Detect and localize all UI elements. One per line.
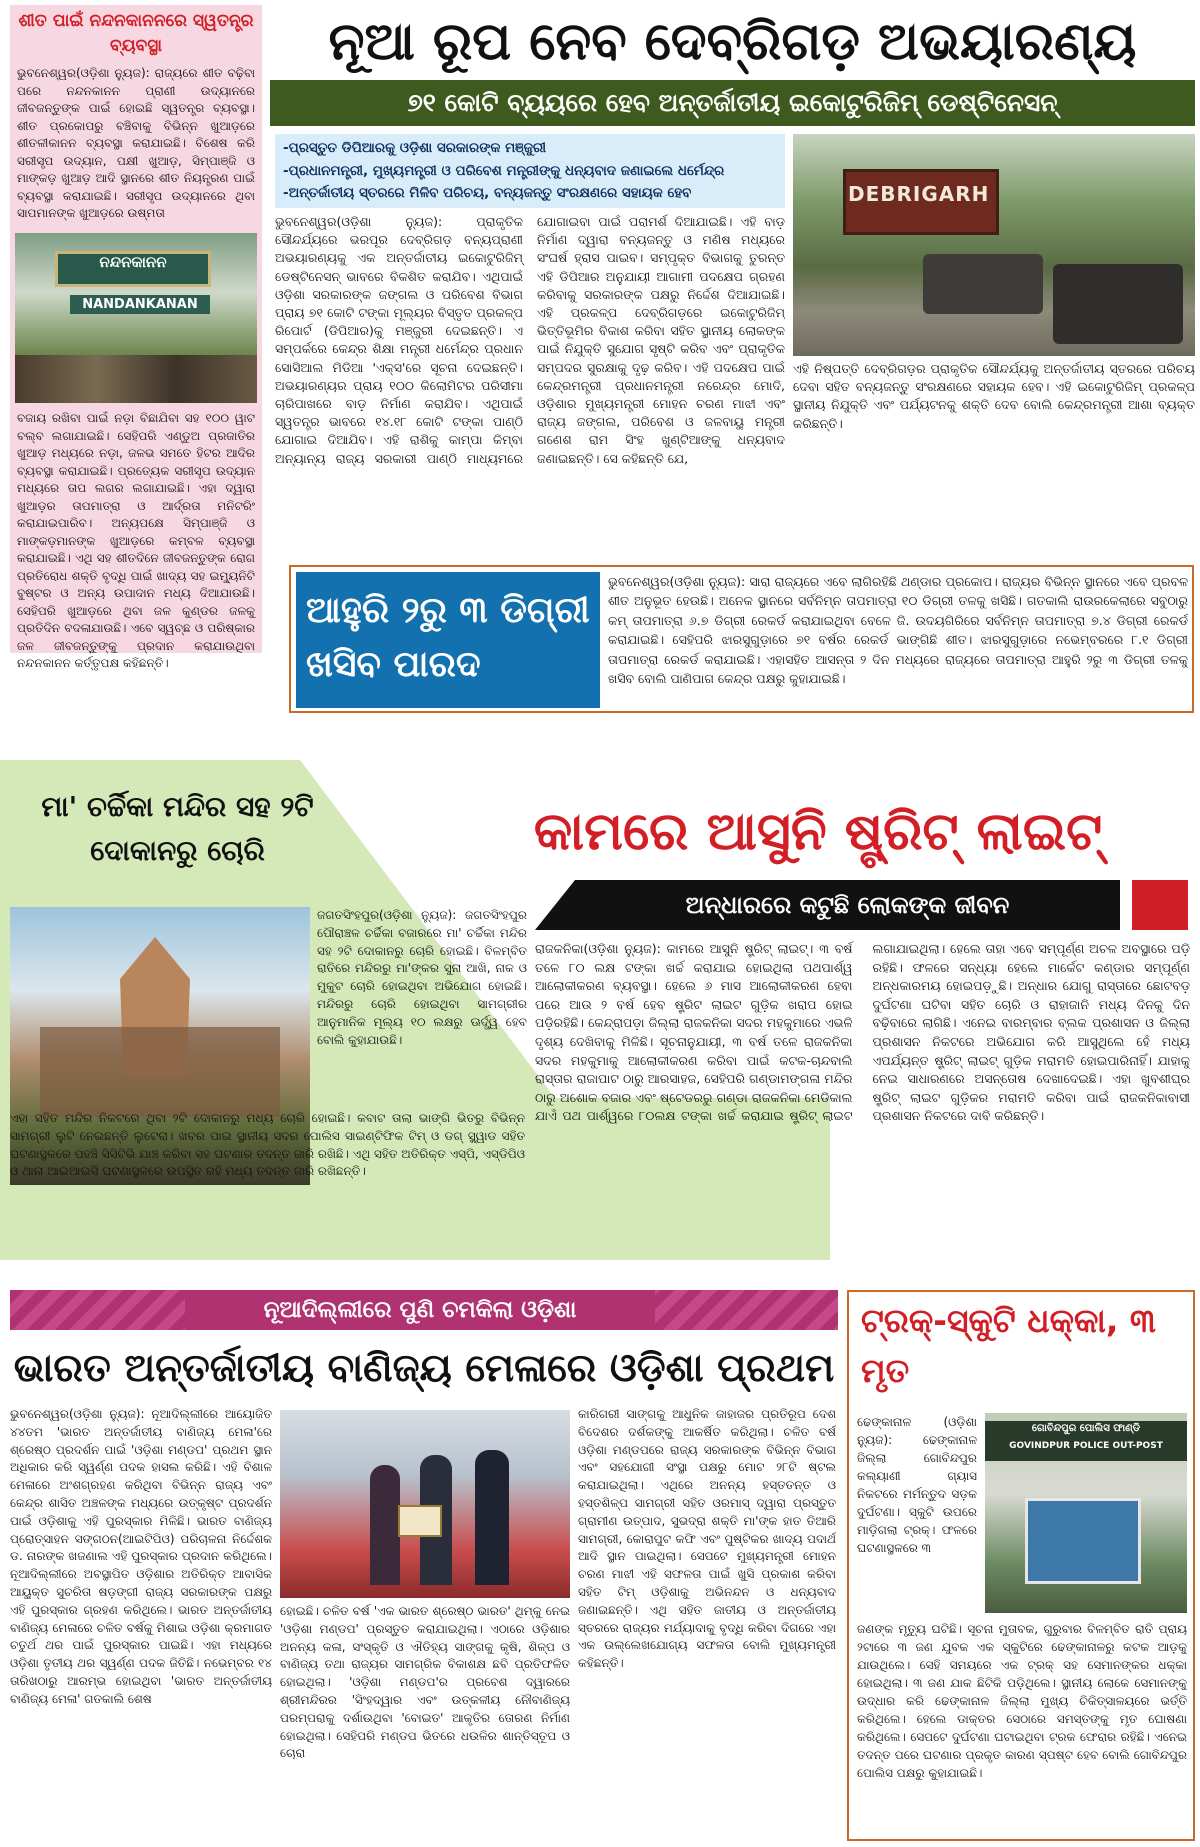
debrigarh-headline: ନୂଆ ରୂପ ନେବ ଦେବ୍ରିଗଡ଼ ଅଭୟାରଣ୍ୟ	[328, 12, 1137, 72]
sidebar-headline: ଶୀତ ପାଇଁ ନନ୍ଦନକାନନରେ ସ୍ୱତନ୍ତ୍ର ବ୍ୟବସ୍ଥା	[18, 11, 254, 56]
streetlight-sub-accent	[1132, 880, 1188, 930]
debrigarh-bullets	[275, 134, 785, 208]
tradefair-col1: ଭୁବନେଶ୍ୱର(ଓଡ଼ିଶା ନ୍ୟୁଜ): ନୂଆଦିଲ୍ଲୀରେ ଆୟୋଜିତ ୪୪ତମ 'ଭାରତ ଅନ୍ତର୍ଜାତୀୟ ବାଣିଜ୍ୟ ମେଳା'ରେ ଶ୍ରେଷ୍ଠ ପ୍ରଦର୍ଶନ ପାଇଁ 'ଓଡ଼ିଶା ମଣ୍ଡପ' ପ୍ରଥମ ସ୍ଥାନ ଅଧିକାର କରି ସ୍ୱର୍ଣ୍ଣ ପଦକ ହାସଲ କରିଛି। ଏହି ବିଶାଳ ମେଳାରେ ଅଂଶଗ୍ରହଣ କରିଥିବା ବିଭିନ୍ନ ରାଜ୍ୟ ଏବଂ କେନ୍ଦ୍ର ଶାସିତ ଅଞ୍ଚଳଙ୍କ ମଧ୍ୟରେ ଉତ୍କୃଷ୍ଟ ପ୍ରଦର୍ଶନ ପାଇଁ ଓଡ଼ିଶାକୁ ଏହି ପୁରସ୍କାର ମିଳିଛି। ଭାରତ ବାଣିଜ୍ୟ ପ୍ରୋତ୍ସାହନ ସଙ୍ଗଠନ(ଆଇଟିପିଓ) ପରିଚାଳନା ନିର୍ଦ୍ଦେଶକ ଡ. ନାରଙ୍କ ଖଜଣାଲ ଏହି ପୁରସ୍କାର ପ୍ରଦାନ କରିଥିଲେ। ନୂଆଦିଲ୍ଲୀରେ ଅବସ୍ଥାପିତ ଓଡ଼ିଶାର ଅତିରିକ୍ତ ଆବାସିକ ଆୟୁକ୍ତ ସୁଚରିତା ଷଡ଼ଙ୍ଗୀ ରାଜ୍ୟ ସରକାରଙ୍କ ପକ୍ଷରୁ ଏହି ପୁରସ୍କାର ଗ୍ରହଣ କରିଥିଲେ। ଭାରତ ଅନ୍ତର୍ଜାତୀୟ ବାଣିଜ୍ୟ ମେଳାରେ ଚଳିତ ବର୍ଷକୁ ମିଶାଇ ଓଡ଼ିଶା କ୍ରମାଗତ ଚତୁର୍ଥ ଥର ପାଇଁ ପୁରସ୍କାର ପାଇଛି। ଏହା ମଧ୍ୟରେ ଓଡ଼ିଶା ତୃତୀୟ ଥର ସ୍ୱର୍ଣ୍ଣ ପଦକ ଜିତିଛି। ନଭେମ୍ବର ୧୪ ତାରିଖଠାରୁ ଆରମ୍ଭ ହୋଇଥିବା 'ଭାରତ ଅନ୍ତର୍ଜାତୀୟ ବାଣିଜ୍ୟ ମେଳା' ଗତକାଲି ଶେଷ	[10, 1407, 272, 1706]
temple-body-bottom: ଏହା ସହିତ ମନ୍ଦିର ନିକଟରେ ଥିବା ୨ଟି ଦୋକାନରୁ ମଧ୍ୟ ଚୋରି ହୋଇଛି। କବାଟ ତାଲା ଭାଙ୍ଗି ଭିତରୁ ବିଭିନ୍ନ ସାମଗ୍ରୀ ଲୁଟି ନେଇଛନ୍ତି ଲୁଟେରା। ଖବର ପାଇ ସ୍ଥାନୀୟ ସଦର ପୋଲିସ ସାଇଣ୍ଟିଫିକ ଟିମ୍ ଓ ଡଗ୍ ସ୍କ୍ୱାଡ ସହିତ ଘଟଣାସ୍ଥଳରେ ପହଞ୍ଚି ସିସିଟିଭି ଯାଞ୍ଚ କରିବା ସହ ଘଟଣାର ତଦନ୍ତ ଜାରି ରଖିଛି। ଏଥି ସହିତ ଅତିରିକ୍ତ ଏସ୍‌ପି, ଏସ୍‌ଡିପିଓ ଓ ଥାନା ଆଇଆଇସି ଘଟଣାସ୍ଥଳରେ ଉପସ୍ଥିତ ରହି ମଧ୍ୟ ତଦନ୍ତ ଜାରି ରଖିଛନ୍ତି।	[10, 1111, 525, 1179]
bullet-1: -ପ୍ରସ୍ତୁତ ଡିପିଆରକୁ ଓଡ଼ିଶା ସରକାରଙ୍କ ମଞ୍ଜୁରୀ	[283, 140, 547, 156]
tradefair-photo	[280, 1410, 570, 1598]
debrigarh-side-text: ଏହି ନିଷ୍ପତ୍ତି ଦେବ୍ରିଗଡ଼ର ପ୍ରାକୃତିକ ସୌନ୍ଦର୍ଯ୍ୟକୁ ଅନ୍ତର୍ଜାତୀୟ ସ୍ତରରେ ପରିଚୟ ଦେବା ସହିତ ବନ୍ୟଜନ୍ତୁ ସଂରକ୍ଷଣରେ ସହାୟକ ହେବ। ଏହି ଇକୋଟୁରିଜିମ୍ ପ୍ରକଳ୍ପ ସ୍ଥାନୀୟ ନିଯୁକ୍ତି ଏବଂ ପର୍ଯ୍ୟଟନକୁ ଶକ୍ତି ଦେବ ବୋଲି କେନ୍ଦ୍ରମନ୍ତ୍ରୀ ଆଶା ବ୍ୟକ୍ତ କରିଛନ୍ତି।	[793, 361, 1195, 431]
debrigarh-photo	[793, 134, 1195, 356]
sidebar-para-2: ବଜାୟ ରଖିବା ପାଇଁ ନଡ଼ା ବିଛାଯିବା ସହ ୧୦୦ ୱାଟ ବଲ୍ବ ଲଗାଯାଇଛି। ସେହିପରି ଏଣ୍ଡୁଅ ପ୍ରଜାତିର ଖୁଆଡ଼ ମଧ୍ୟରେ ନଡ଼ା, ଜଳଭ ସମତେ ହିଟର ଆଦିର ବ୍ୟବସ୍ଥା କରାଯାଇଛି। ପ୍ରତ୍ୟେକ ସରୀସୃପ ଉଦ୍ୟାନ ମଧ୍ୟରେ ତାପ ଲଗର ଲଗାଯାଇଛି। ଏହା ଦ୍ୱାରା ଖୁଆଡ଼ର ତାପମାତ୍ରା ଓ ଆର୍ଦ୍ରତା ମନିଟରିଂ କରାଯାଇପାରିବ। ଅନ୍ୟପକ୍ଷେ ସିମ୍ପାଞ୍ଜି ଓ ମାଙ୍କଡ଼ମାନଙ୍କ ଖୁଆଡ଼ରେ କମ୍ବଳ ବ୍ୟବସ୍ଥା କରାଯାଇଛି। ଏଥି ସହ ଶୀତଦିନେ ଜୀବଜନ୍ତୁଙ୍କ ରୋଗ ପ୍ରତିରୋଧ ଶକ୍ତି ବୃଦ୍ଧି ପାଇଁ ଖାଦ୍ୟ ସହ ଇମ୍ୟୁନିଟି ବୁଷ୍ଟର ଓ ଅନ୍ୟ ଉପାଦାନ ମଧ୍ୟ ଦିଆଯାଉଛି। ସେହିପରି ଖୁଆଡ଼ରେ ଥିବା ଜଳ କୁଣ୍ଡର ଜଳକୁ ପ୍ରତିଦିନ ବଦଳାଯାଉଛି। ଏବେ ସ୍ୱଚ୍ଛ ଓ ପରିଷ୍କାର ଜଳ ଜୀବଜନ୍ତୁଙ୍କୁ ପ୍ରଦାନ କରାଯାଉଥିବା ନନ୍ଦନକାନନ କର୍ତ୍ତୃପକ୍ଷ କହିଛନ୍ତି।	[17, 411, 255, 670]
streetlight-headline: କାମରେ ଆସୁନି ଷ୍ଟ୍ରିଟ୍ ଲାଇଟ୍	[533, 802, 1103, 862]
photo-sign-en: NANDANKANAN	[70, 295, 210, 314]
bullet-2: -ପ୍ରଧାନମନ୍ତ୍ରୀ, ମୁଖ୍ୟମନ୍ତ୍ରୀ ଓ ପରିବେଶ ମନ୍ତ୍ରୀଙ୍କୁ ଧନ୍ୟବାଦ ଜଣାଇଲେ ଧର୍ମେନ୍ଦ୍ର	[283, 162, 725, 179]
police-outpost-photo	[985, 1413, 1187, 1613]
tradefair-col2: ହୋଇଛି। ଚଳିତ ବର୍ଷ 'ଏକ ଭାରତ ଶ୍ରେଷ୍ଠ ଭାରତ' ଥିମ୍‌କୁ ନେଇ 'ଓଡ଼ିଶା ମଣ୍ଡପ' ପ୍ରସ୍ତୁତ କରାଯାଇଥିଲା। ଏଠାରେ ଓଡ଼ିଶାର ଅନନ୍ୟ କଳା, ସଂସ୍କୃତି ଓ ଐତିହ୍ୟ ସାଙ୍ଗକୁ କୃଷି, ଶିଳ୍ପ ଓ ବାଣିଜ୍ୟ ତଥା ରାଜ୍ୟର ସାମଗ୍ରିକ ବିକାଶକ୍ଷ ଛବି ପ୍ରତିଫଳିତ ହୋଇଥିଲା। 'ଓଡ଼ିଶା ମଣ୍ଡପ'ର ପ୍ରବେଶ ଦ୍ୱାରରେ ଶ୍ରୀମନ୍ଦିରର 'ସିଂହଦ୍ୱାର ଏବଂ ଉତ୍କଳୀୟ ନୌବାଣିଜ୍ୟ ପରମ୍ପରାକୁ ଦର୍ଶାଉଥିବା 'ବୋଇତ' ଆକୃତିର ତୋରଣ ନିର୍ମାଣ ହୋଇଥିଲା। ସେହିପରି ମଣ୍ଡପ ଭିତରେ ଧଉଳିର ଶାନ୍ତିସ୍ତୂପ ଓ ଚୋରା	[280, 1604, 570, 1761]
accident-headline: ଟ୍ରକ୍-ସ୍କୁଟି ଧକ୍କା, ୩ ମୃତ	[861, 1301, 1156, 1390]
accident-body-bottom: ଜଣଙ୍କ ମୃତ୍ୟୁ ଘଟିଛି। ସୂଚନା ମୁତାବକ, ଗୁରୁବାର ବିଳମ୍ବିତ ରାତି ପ୍ରାୟ ୨ଟାରେ ୩ ଜଣ ଯୁବକ ଏକ ସ୍କୁଟିରେ ଢେଙ୍କାନାଳରୁ କଟକ ଆଡ଼କୁ ଯାଉଥିଲେ। ସେହି ସମୟରେ ଏକ ଟ୍ରକ୍ ସହ ସେମାନଙ୍କର ଧକ୍କା ହୋଇଥିଲା। ୩ ଜଣ ଯାକ ଛିଟିକି ପଡ଼ିଥିଲେ। ସ୍ଥାନୀୟ ଲୋକେ ସେମାନଙ୍କୁ ଉଦ୍ଧାର କରି ଢେଙ୍କାନାଳ ଜିଲ୍ଲା ମୁଖ୍ୟ ଚିକିତ୍ସାଳୟରେ ଭର୍ତ୍ତି କରିଥିଲେ। ହେଲେ ଡାକ୍ତର ସେଠାରେ ସମସ୍ତଙ୍କୁ ମୃତ ଘୋଷଣା କରିଥିଲେ। ସେପଟେ ଦୁର୍ଘଟଣା ଘଟାଇଥିବା ଟ୍ରକ ଫେରାର ରହିଛି। ଏନେଇ ତଦନ୍ତ ପରେ ଘଟଣାର ପ୍ରକୃତ କାରଣ ସ୍ପଷ୍ଟ ହେବ ବୋଲି ଗୋବିନ୍ଦପୁର ପୋଲିସ ପକ୍ଷରୁ କୁହାଯାଇଛି।	[857, 1622, 1187, 1780]
debrigarh-body: ଭୁବନେଶ୍ୱର(ଓଡ଼ିଶା ନ୍ୟୁଜ): ପ୍ରାକୃତିକ ସୌନ୍ଦର୍ଯ୍ୟରେ ଭରପୂର ଦେବ୍ରିଗଡ଼ ବନ୍ୟପ୍ରାଣୀ ଅଭୟାରଣ୍ୟକୁ ଏକ ଅନ୍ତର୍ଜାତୀୟ ଇକୋଟୁରିଜିମ୍ ଡେଷ୍ଟିନେସନ୍ ଭାବରେ ବିକଶିତ କରାଯିବ। ଏଥିପାଇଁ ଓଡ଼ିଶା ସରକାରଙ୍କ ଜଙ୍ଗଲ ଓ ପରିବେଶ ବିଭାଗ ପ୍ରାୟ ୭୧ କୋଟି ଟଙ୍କା ମୂଲ୍ୟର ବିସ୍ତୃତ ପ୍ରକଳ୍ପ ରିପୋର୍ଟ (ଡିପିଆର)କୁ ମଞ୍ଜୁରୀ ଦେଇଛନ୍ତି। ଏ ସମ୍ପର୍କରେ କେନ୍ଦ୍ର ଶିକ୍ଷା ମନ୍ତ୍ରୀ ଧର୍ମେନ୍ଦ୍ର ପ୍ରଧାନ ସୋସିଆଲ ମିଡିଆ 'ଏକ୍ସ'ରେ ସୂଚନା ଦେଇଛନ୍ତି। ଅଭୟାରଣ୍ୟର ପ୍ରାୟ ୧୦୦ କିଲୋମିଟର ପରିସୀମା ଚାରିପାଖରେ ବାଡ଼ ନିର୍ମାଣ କରାଯିବ। ଏଥିପାଇଁ ସ୍ୱତନ୍ତ୍ର ଭାବରେ ୧୪.୧୮ କୋଟି ଟଙ୍କା ପାଣ୍ଠି ଯୋଗାଇ ଦିଆଯିବ। ଏହି ରାଶିକୁ କାମ୍ପା କିମ୍ବା ଅନ୍ୟାନ୍ୟ ରାଜ୍ୟ ସରକାରୀ ପାଣ୍ଠି ମାଧ୍ୟମରେ ଯୋଗାଇବା ପାଇଁ ପରାମର୍ଶ ଦିଆଯାଇଛି। ଏହି ବାଡ଼ ନିର୍ମାଣ ଦ୍ୱାରା ବନ୍ୟଜନ୍ତୁ ଓ ମଣିଷ ମଧ୍ୟରେ ସଂଘର୍ଷ ହ୍ରାସ ପାଇବ। ସମ୍ପୃକ୍ତ ବିଭାଗକୁ ତୁରନ୍ତ ଏହି ଡିପିଆର ଅନୁଯାୟୀ ଆଗାମୀ ପଦକ୍ଷେପ ଗ୍ରହଣ କରିବାକୁ ସରକାରଙ୍କ ପକ୍ଷରୁ ନିର୍ଦ୍ଦେଶ ଦିଆଯାଇଛି। ଏହି ପ୍ରକଳ୍ପ ଦେବ୍ରିଗଡ଼ରେ ଇକୋଟୁରିଜିମ୍ ଭିତ୍ତିଭୂମିର ବିକାଶ କରିବା ସହିତ ସ୍ଥାନୀୟ ଲୋକଙ୍କ ପାଇଁ ନିଯୁକ୍ତି ସୁଯୋଗ ସୃଷ୍ଟି କରିବ ଏବଂ ପ୍ରାକୃତିକ ସମ୍ପଦର ସୁରକ୍ଷାକୁ ଦୃଢ଼ କରିବ। ଏହି ପଦକ୍ଷେପ ପାଇଁ କେନ୍ଦ୍ରମନ୍ତ୍ରୀ ପ୍ରଧାନମନ୍ତ୍ରୀ ନରେନ୍ଦ୍ର ମୋଦି, ଓଡ଼ିଶାର ମୁଖ୍ୟମନ୍ତ୍ରୀ ମୋହନ ଚରଣ ମାଝୀ ଏବଂ ରାଜ୍ୟ ଜଙ୍ଗଲ, ପରିବେଶ ଓ ଜଳବାୟୁ ମନ୍ତ୍ରୀ ଗଣେଶ ରାମ ସିଂହ ଖୁଣ୍ଟିଆଙ୍କୁ ଧନ୍ୟବାଦ ଜଣାଇଛନ୍ତି। ସେ କହିଛନ୍ତି ଯେ,	[275, 214, 785, 466]
tradefair-headline: ଭାରତ ଅନ୍ତର୍ଜାତୀୟ ବାଣିଜ୍ୟ ମେଳାରେ ଓଡ଼ିଶା ପ୍ରଥମ	[13, 1346, 835, 1391]
tradefair-kicker: ନୂଆଦିଲ୍ଲୀରେ ପୁଣି ଚମକିଲା ଓଡ଼ିଶା	[263, 1297, 577, 1323]
temple-body-right: ଜଗତସିଂହପୁର(ଓଡ଼ିଶା ନ୍ୟୁଜ): ଜଗତସିଂହପୁର ପୌରାଞ୍ଚଳ ଚର୍ଚ୍ଚିକା ବଜାରରେ ମା' ଚର୍ଚ୍ଚିକା ମନ୍ଦିର ସହ ୨ଟି ଦୋକାନରୁ ଚୋରି ହୋଇଛି। ବିଳମ୍ବିତ ରାତିରେ ମନ୍ଦିରରୁ ମା'ଙ୍କର ସୁନା ଆଖି, ନାକ ଓ ମୁକୁଟ ଚୋରି ହୋଇଥିବା ଅଭିଯୋଗ ହୋଇଛି। ମନ୍ଦିରରୁ ଚୋରି ହୋଇଥିବା ସାମଗ୍ରୀର ଆନୁମାନିକ ମୂଲ୍ୟ ୧୦ ଲକ୍ଷରୁ ଊର୍ଦ୍ଧ୍ୱ ହେବ ବୋଲି କୁହାଯାଉଛି।	[317, 908, 527, 1047]
outpost-sign-en: GOVINDPUR POLICE OUT-POST	[1009, 1441, 1163, 1451]
outpost-sign-odia: ଗୋବିନ୍ଦପୁର ପୋଲିସ ଫାଣ୍ଡି	[1031, 1423, 1141, 1434]
tradefair-col3: କାରିଗରୀ ସାଙ୍ଗକୁ ଆଧୁନିକ ଜାହାଜର ପ୍ରତିରୂପ ଦେଶ ବିଦେଶର ଦର୍ଶକଙ୍କୁ ଆକର୍ଷିତ କରିଥିଲା। ଚଳିତ ବର୍ଷ ଓଡ଼ିଶା ମଣ୍ଡପରେ ରାଜ୍ୟ ସରକାରଙ୍କ ବିଭିନ୍ନ ବିଭାଗ ଏବଂ ସହଯୋଗୀ ସଂସ୍ଥା ପକ୍ଷରୁ ମୋଟ ୨୮ଟି ଷ୍ଟଲ କରାଯାଇଥିଲା। ଏଥିରେ ଅନନ୍ୟ ହସ୍ତତନ୍ତ ଓ ହସ୍ତଶିଳ୍ପ ସାମଗ୍ରୀ ସହିତ ଓରମାସ୍ ଦ୍ୱାରା ପ୍ରସ୍ତୁତ ଗ୍ରାମୀଣ ଉତ୍ପାଦ, ସୁଭଦ୍ରା ଶକ୍ତି ମା'ଙ୍କ ହାତ ତିଆରି ସାମଗ୍ରୀ, କୋରାପୁଟ କଫି ଏବଂ ପୁଷ୍ଟିକର ଖାଦ୍ୟ ପଦାର୍ଥ ଆଦି ସ୍ଥାନ ପାଇଥିଲା। ସେପଟେ ମୁଖ୍ୟମନ୍ତ୍ରୀ ମୋହନ ଚରଣ ମାଝୀ ଏହି ସଫଳତା ପାଇଁ ଖୁସି ପ୍ରକାଶ କରିବା ସହିତ ଟିମ୍ ଓଡ଼ିଶାକୁ ଅଭିନନ୍ଦନ ଓ ଧନ୍ୟବାଦ ଜଣାଇଛନ୍ତି। ଏଥି ସହିତ ଜାତୀୟ ଓ ଅନ୍ତର୍ଜାତୀୟ ସ୍ତରରେ ରାଜ୍ୟର ମର୍ଯ୍ୟାଦାକୁ ବୃଦ୍ଧି କରିବା ଦିଗରେ ଏହା ଏକ ଉଲ୍ଲେଖଯୋଗ୍ୟ ସଫଳତା ବୋଲି ମୁଖ୍ୟମନ୍ତ୍ରୀ କହିଛନ୍ତି।	[578, 1407, 836, 1671]
debrigarh-gate-sign: DEBRIGARH	[848, 182, 990, 206]
sidebar-para-1: ଭୁବନେଶ୍ୱର(ଓଡ଼ିଶା ନ୍ୟୁଜ): ରାଜ୍ୟରେ ଶୀତ ବଢ଼ିବା ପରେ ନନ୍ଦନକାନନ ପ୍ରାଣୀ ଉଦ୍ୟାନରେ ଜୀବଜନ୍ତୁଙ୍କ ପାଇଁ ହୋଇଛି ସ୍ୱତନ୍ତ୍ର ବ୍ୟବସ୍ଥା। ଶୀତ ପ୍ରକୋପରୁ ବଞ୍ଚିବାକୁ ବିଭିନ୍ନ ଖୁଆଡ଼ରେ ଶୀତଳୀକାନନ ବ୍ୟବସ୍ଥା କରାଯାଇଛି। ବିଶେଷ କରି ସରୀସୃପ ଉଦ୍ୟାନ, ପକ୍ଷୀ ଖୁଆଡ଼, ସିମ୍ପାଞ୍ଜି ଓ ମାଙ୍କଡ଼ ଖୁଆଡ଼ ଆଦି ସ୍ଥାନରେ ଶୀତ ନିୟନ୍ତ୍ରଣ ପାଇଁ ବ୍ୟବସ୍ଥା କରାଯାଇଛି। ସରୀସୃପ ଉଦ୍ୟାନରେ ଥିବା ସାପମାନଙ୍କ ଖୁଆଡ଼ରେ ଉଷ୍ମତା	[17, 66, 255, 220]
streetlight-subheadline: ଅନ୍ଧାରରେ କଟୁଛି ଲୋକଙ୍କ ଜୀବନ	[685, 891, 1010, 919]
accident-body-top: ଢେଙ୍କାନାଳ (ଓଡ଼ିଶା ନ୍ୟୁଜ): ଢେଙ୍କାନାଳ ଜିଲ୍ଲା ଗୋବିନ୍ଦପୁର କଲ୍ୟାଣୀ ଗ୍ୟାସ ନିକଟରେ ମର୍ମନ୍ତୁଦ ସଡ଼କ ଦୁର୍ଘଟଣା। ସ୍କୁଟି ଉପରେ ମାଡ଼ିଗଲା ଟ୍ରକ୍। ଫଳରେ ଘଟଣାସ୍ଥଳରେ ୩	[857, 1415, 977, 1555]
debrigarh-subheadline: ୭୧ କୋଟି ବ୍ୟୟରେ ହେବ ଅନ୍ତର୍ଜାତୀୟ ଇକୋଟୁରିଜିମ୍ ଡେଷ୍ଟିନେସନ୍	[270, 80, 1195, 126]
streetlight-body: ରାଜକନିକା(ଓଡ଼ିଶା ନ୍ୟୁଜ): କାମରେ ଆସୁନି ଷ୍ଟ୍ରିଟ୍ ଲାଇଟ୍। ୩ ବର୍ଷ ତଳେ ୮୦ ଲକ୍ଷ ଟଙ୍କା ଖର୍ଚ୍ଚ କରାଯାଇ ହୋଇଥିଲା ପଥପାର୍ଶ୍ୱ ଆଲୋକୀକରଣ ବ୍ୟବସ୍ଥା। ହେଲେ ୬ ମାସ ଆଲୋକୀକରଣ ହେବା ପରେ ଆଉ ୨ ବର୍ଷ ହେବ ଷ୍ଟ୍ରିଟ ଲାଇଟ ଗୁଡ଼ିକ ଖରାପ ହୋଇ ପଡ଼ିରହିଛି। କେନ୍ଦ୍ରାପଡ଼ା ଜିଲ୍ଲା ରାଜକନିକା ସଦର ମହକୁମାରେ ଏଭଳି ଦୃଶ୍ୟ ଦେଖିବାକୁ ମିଳିଛି। ସୂଚନାନୁଯାୟୀ, ୩ ବର୍ଷ ତଳେ ରାଜକନିକା ସଦର ମହକୁମାକୁ ଆଲୋକୀକରଣ କରିବା ପାଇଁ କଟକ-ଚାନ୍ଦବାଲି ରାସ୍ତାର ରାଜାପାଟ ଠାରୁ ଆରସାହଜ, ସେହିପରି ଗଣ୍ଡାମଙ୍ଗଳା ମନ୍ଦିର ଠାରୁ ଅଶୋକ ବଜାର ଏବଂ ଷ୍ଟେଡରରୁ ଗଣ୍ଡା ରାଜକନିକା ମେଡିକାଲ ଯାଏଁ ପଥ ପାର୍ଶ୍ୱରେ ୮୦ଲକ୍ଷ ଟଙ୍କା ଖର୍ଚ୍ଚ କରାଯାଇ ଷ୍ଟ୍ରିଟ୍ ଲାଇଟ ଲଗାଯାଇଥିଲା। ହେଲେ ତାହା ଏବେ ସମ୍ପୂର୍ଣ୍ଣ ଅଚଳ ଅବସ୍ଥାରେ ପଡ଼ି ରହିଛି। ଫଳରେ ସନ୍ଧ୍ୟା ହେଲେ ମାର୍କେଟ କଣ୍ଡାର ସମ୍ପୂର୍ଣ୍ଣ ଅନ୍ଧକାରମୟ ହୋଇପଡ଼ୁଛି। ଅନ୍ଧାର ଯୋଗୁ ରାସ୍ତାରେ ଛୋଟବଡ଼ ଦୁର୍ଘଟଣା ଘଟିବା ସହିତ ଚୋରି ଓ ରାହାଜାନି ମଧ୍ୟ ଦିନକୁ ଦିନ ବଢ଼ିବାରେ ଲାଗିଛି। ଏନେଇ ବାରମ୍ବାର ବ୍ଲକ ପ୍ରଶାସନ ଓ ଜିଲ୍ଲା ପ୍ରଶାସନ ନିକଟରେ ଅଭିଯୋଗ କରି ଆସୁଥିଲେ ହେଁ ମଧ୍ୟ ଏପର୍ଯ୍ୟନ୍ତ ଷ୍ଟ୍ରିଟ୍ ଲାଇଟ୍ ଗୁଡ଼ିକ ମରାମତି ହୋଇପାରିନାହିଁ। ଯାହାକୁ ନେଇ ସାଧାରଣରେ ଅସନ୍ତୋଷ ଦେଖାଦେଇଛି। ଏହା ଖୁବଶୀଘ୍ର ଷ୍ଟ୍ରିଟ୍ ଲାଇଟ ଗୁଡ଼ିକର ମରାମତି କରିବା ପାଇଁ ରାଜକନିକାବାସୀ ପ୍ରଶାସନ ନିକଟରେ ଦାବି କରିଛନ୍ତି।	[535, 941, 1190, 1124]
temperature-headline: ଆହୁରି ୨ରୁ ୩ ଡିଗ୍ରୀ ଖସିବ ପାରଦ	[296, 572, 600, 708]
bullet-3: -ଅନ୍ତର୍ଜାତୀୟ ସ୍ତରରେ ମିଳିବ ପରିଚୟ, ବନ୍ୟଜନ୍ତୁ ସଂରକ୍ଷଣରେ ସହାୟକ ହେବ	[283, 185, 692, 201]
photo-sign-odia: ନନ୍ଦନକାନନ	[99, 253, 167, 271]
temperature-body: ଭୁବନେଶ୍ୱର(ଓଡ଼ିଶା ନ୍ୟୁଜ): ସାରା ରାଜ୍ୟରେ ଏବେ ଲାଗିରହିଛି ଥଣ୍ଡାର ପ୍ରକୋପ। ରାଜ୍ୟର ବିଭିନ୍ନ ସ୍ଥାନରେ ଏବେ ପ୍ରବଳ ଶୀତ ଅନୁଭୂତ ହେଉଛି। ଅନେକ ସ୍ଥାନରେ ସର୍ବନିମ୍ନ ତାପମାତ୍ରା ୧୦ ଡିଗ୍ରୀ ତଳକୁ ଖସିଛି। ଗତକାଲି ରାଉରକେଲାରେ ସବୁଠାରୁ କମ୍ ତାପମାତ୍ରା ୬.୭ ଡିଗ୍ରୀ ରେକର୍ଡ କରାଯାଇଥିବା ବେଳେ ଜି. ଉଦୟଗିରିରେ ସର୍ବନିମ୍ନ ତାପମାତ୍ରା ୭.୪ ଡିଗ୍ରୀ ରେକର୍ଡ କରାଯାଇଛି। ସେହିପରି ଝାରସୁଗୁଡ଼ାରେ ୭୧ ବର୍ଷର ରେକର୍ଡ ଭାଙ୍ଗିଛି ଶୀତ। ଝାରସୁଗୁଡ଼ାରେ ନଭେମ୍ବରରେ ୮.୧ ଡିଗ୍ରୀ ତାପମାତ୍ରା ରେକର୍ଡ କରାଯାଇଛି। ଏହାସହିତ ଆସନ୍ତା ୨ ଦିନ ମଧ୍ୟରେ ରାଜ୍ୟରେ ତାପମାତ୍ରା ଆହୁରି ୨ରୁ ୩ ଡିଗ୍ରୀ ତଳକୁ ଖସିବ ବୋଲି ପାଣିପାଗ କେନ୍ଦ୍ର ପକ୍ଷରୁ କୁହାଯାଇଛି।	[608, 574, 1188, 687]
temple-headline: ମା' ଚର୍ଚ୍ଚିକା ମନ୍ଦିର ସହ ୨ଟି ଦୋକାନରୁ ଚୋରି	[41, 790, 314, 867]
nandankanan-photo	[15, 233, 257, 403]
sidebar-story	[10, 5, 262, 670]
